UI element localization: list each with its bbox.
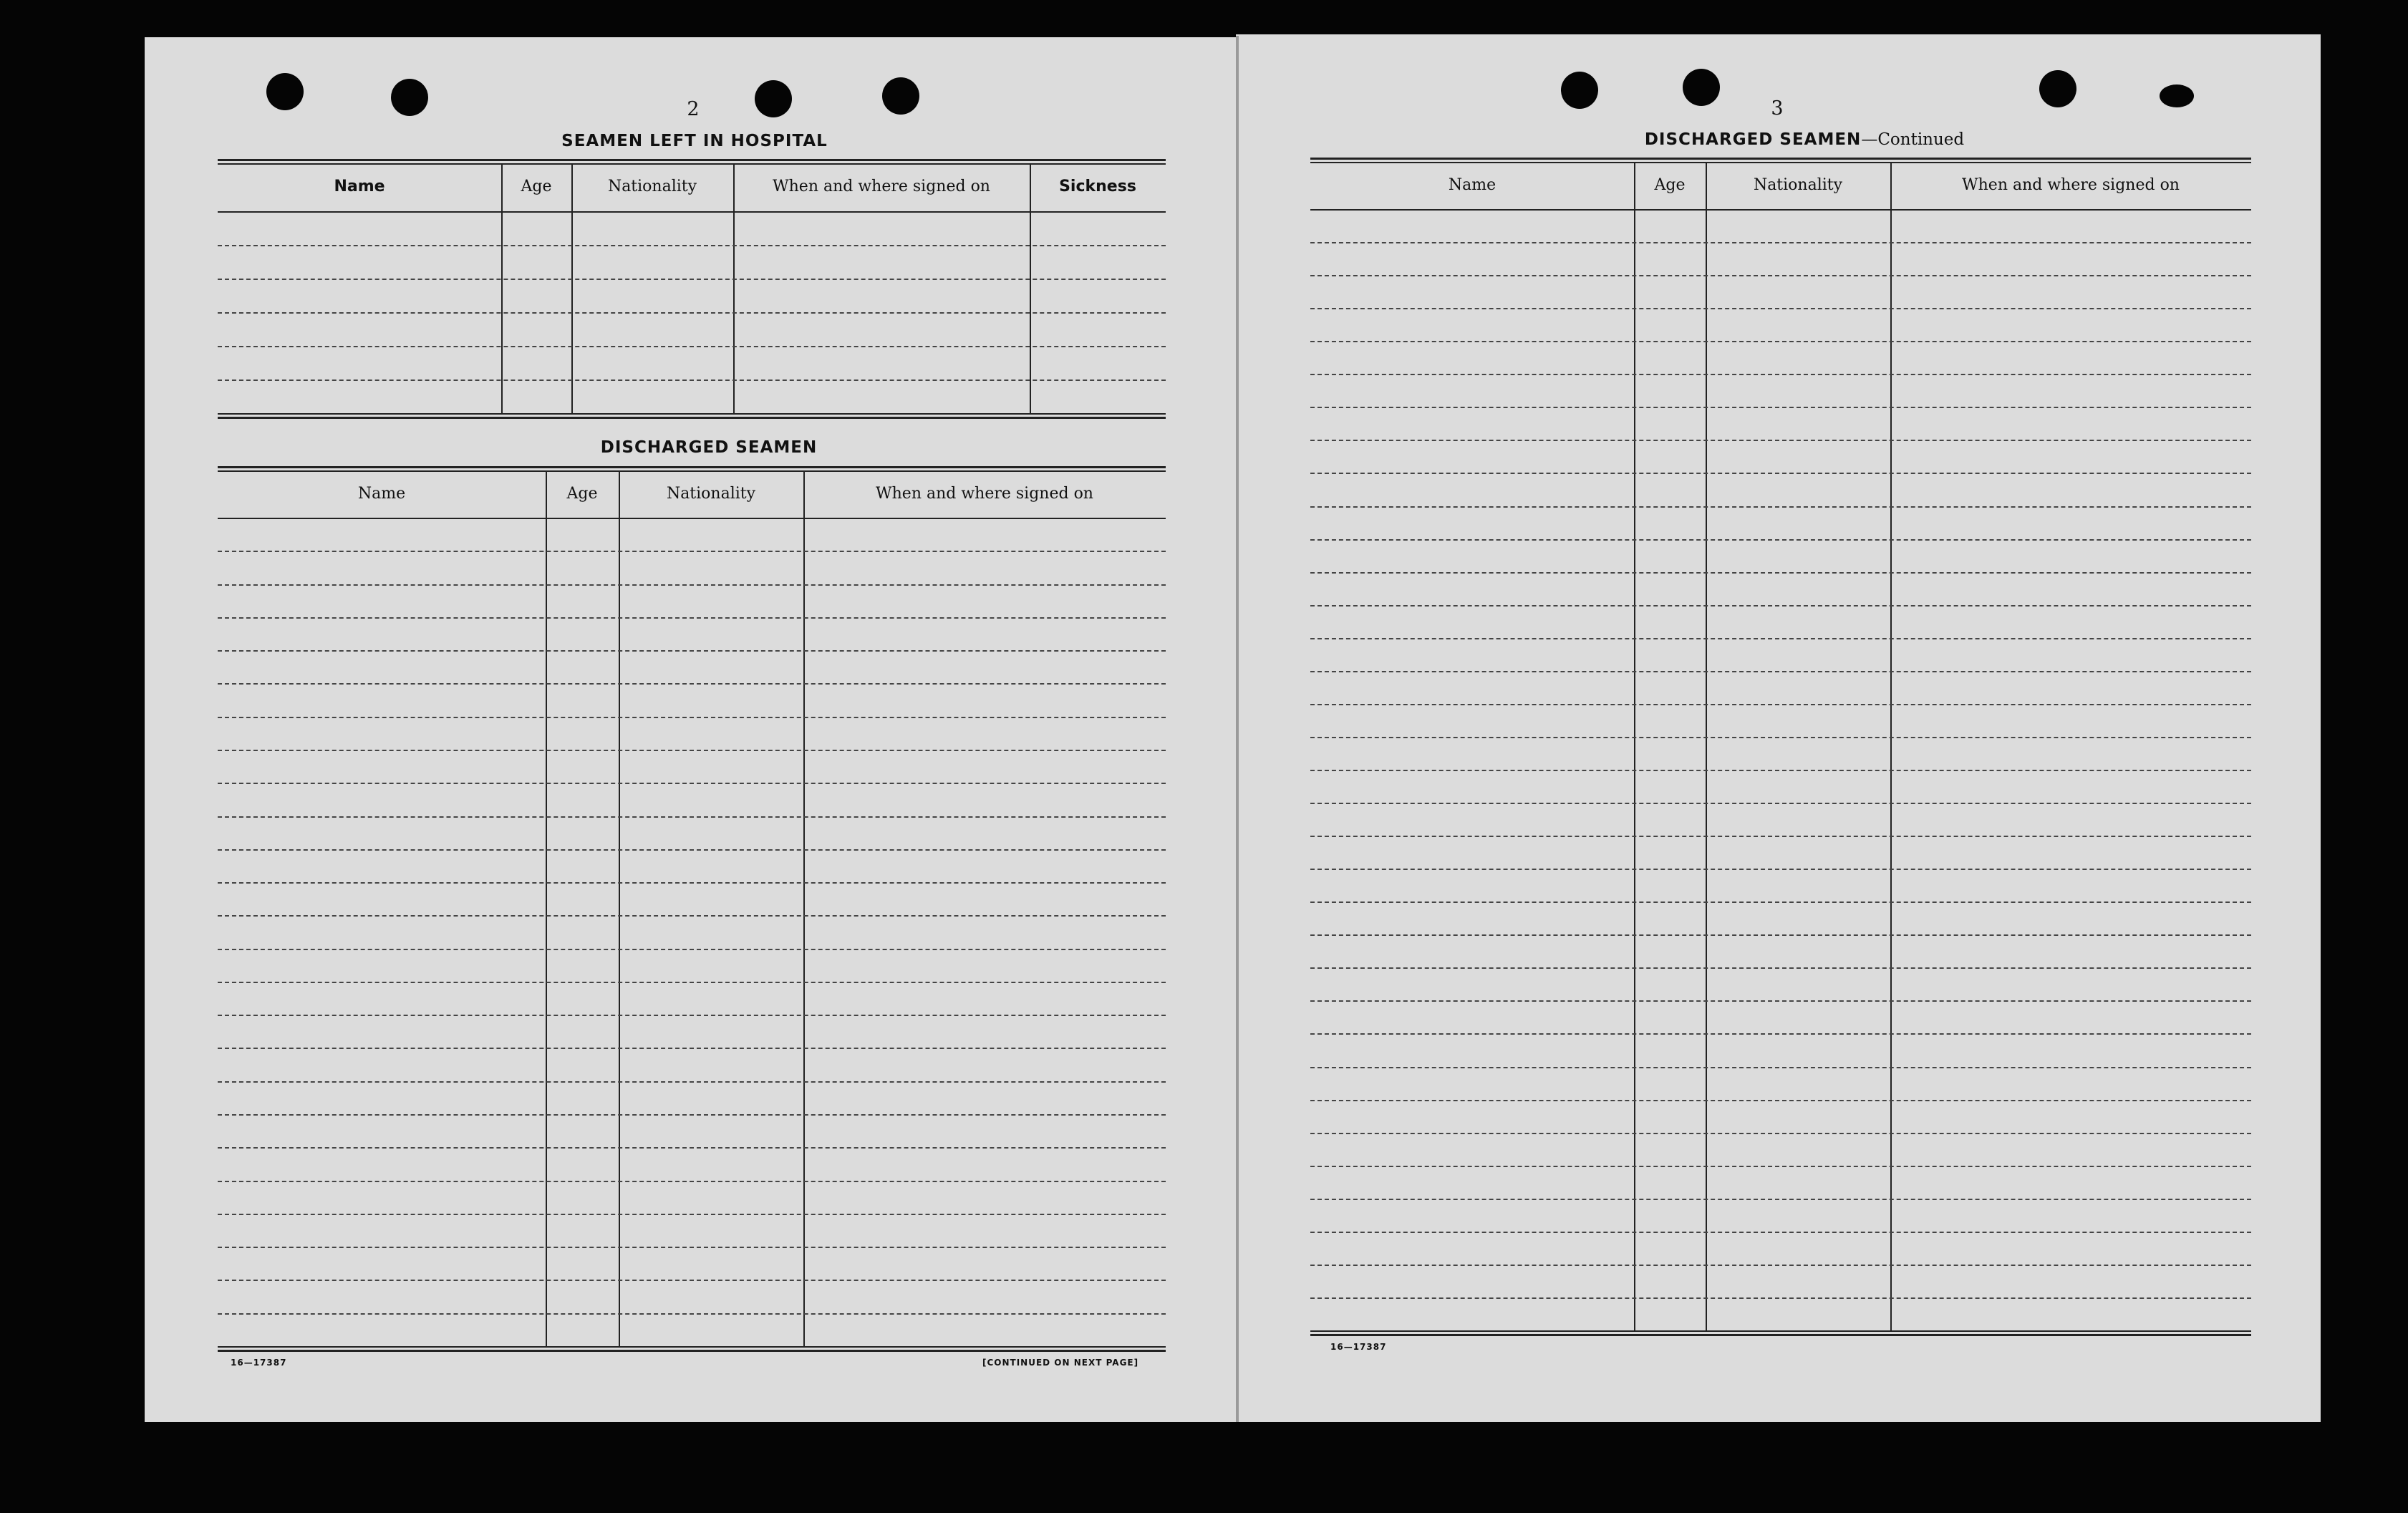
table-row bbox=[1310, 473, 2251, 474]
column-header-sickness: Sickness bbox=[1059, 178, 1136, 195]
table-row bbox=[218, 816, 1166, 818]
table-row bbox=[1310, 901, 2251, 903]
table-row bbox=[1310, 967, 2251, 969]
column-divider bbox=[1890, 163, 1892, 1330]
table-row bbox=[1310, 341, 2251, 342]
table-row bbox=[1310, 770, 2251, 771]
table-row bbox=[1310, 1232, 2251, 1233]
table-row bbox=[218, 1181, 1166, 1182]
table-row bbox=[218, 683, 1166, 685]
table-bottom-rule bbox=[1310, 1330, 2251, 1332]
table-row bbox=[218, 982, 1166, 983]
continued-section-title: DISCHARGED SEAMEN—Continued bbox=[1644, 130, 1965, 149]
column-divider bbox=[733, 165, 735, 413]
table-header-rule bbox=[218, 518, 1166, 519]
table-row bbox=[218, 1214, 1166, 1215]
column-divider bbox=[501, 165, 503, 413]
table-row bbox=[1310, 869, 2251, 870]
table-row bbox=[218, 750, 1166, 751]
table-row bbox=[1310, 1033, 2251, 1035]
table-bottom-rule bbox=[218, 413, 1166, 415]
table-top-rule bbox=[1310, 162, 2251, 163]
table-row bbox=[1310, 704, 2251, 705]
table-row bbox=[218, 1048, 1166, 1049]
table-top-rule bbox=[218, 466, 1166, 468]
table-row bbox=[218, 915, 1166, 917]
punch-hole bbox=[1683, 69, 1720, 106]
table-row bbox=[218, 584, 1166, 586]
column-header-name: Name bbox=[357, 485, 406, 503]
table-row bbox=[1310, 1067, 2251, 1068]
table-row bbox=[218, 650, 1166, 652]
table-row bbox=[1310, 572, 2251, 574]
table-row bbox=[1310, 605, 2251, 606]
column-header-name: Name bbox=[334, 178, 385, 195]
table-row bbox=[1310, 1199, 2251, 1200]
table-row bbox=[218, 617, 1166, 619]
table-row bbox=[218, 380, 1166, 381]
punch-hole bbox=[1561, 72, 1598, 109]
table-row bbox=[218, 882, 1166, 884]
table-row bbox=[218, 849, 1166, 851]
column-divider bbox=[1030, 165, 1031, 413]
table-row bbox=[1310, 275, 2251, 276]
page-number: 3 bbox=[1771, 97, 1784, 120]
column-header-age: Age bbox=[566, 485, 598, 503]
table-row bbox=[218, 245, 1166, 246]
column-header-nationality: Nationality bbox=[607, 178, 697, 195]
table-row bbox=[218, 783, 1166, 784]
column-header-nationality: Nationality bbox=[1753, 176, 1843, 194]
table-row bbox=[218, 949, 1166, 950]
punch-hole bbox=[2039, 70, 2076, 107]
punch-hole bbox=[266, 73, 304, 110]
table-bottom-rule bbox=[1310, 1334, 2251, 1336]
table-row bbox=[1310, 374, 2251, 375]
table-row bbox=[1310, 308, 2251, 309]
table-row bbox=[1310, 242, 2251, 243]
table-row bbox=[1310, 737, 2251, 738]
discharged-section-title: DISCHARGED SEAMEN bbox=[600, 438, 818, 457]
column-header-age: Age bbox=[521, 178, 552, 195]
table-row bbox=[218, 346, 1166, 347]
page-number: 2 bbox=[687, 98, 700, 120]
table-row bbox=[1310, 803, 2251, 804]
column-header-when-and-where-signed-on: When and where signed on bbox=[876, 485, 1093, 503]
table-row bbox=[218, 1313, 1166, 1315]
table-row bbox=[1310, 1100, 2251, 1101]
column-header-nationality: Nationality bbox=[666, 485, 756, 503]
table-row bbox=[1310, 638, 2251, 639]
table-row bbox=[218, 1280, 1166, 1281]
table-row bbox=[218, 1081, 1166, 1083]
form-number: 16—17387 bbox=[1330, 1342, 1387, 1352]
table-row bbox=[1310, 1133, 2251, 1134]
table-row bbox=[1310, 934, 2251, 936]
hospital-section-title: SEAMEN LEFT IN HOSPITAL bbox=[561, 132, 828, 150]
column-header-when-and-where-signed-on: When and where signed on bbox=[773, 178, 990, 195]
table-top-rule bbox=[1310, 158, 2251, 160]
table-row bbox=[1310, 1166, 2251, 1167]
table-row bbox=[218, 1147, 1166, 1149]
table-row bbox=[218, 312, 1166, 314]
table-bottom-rule bbox=[218, 417, 1166, 419]
table-top-rule bbox=[218, 159, 1166, 161]
column-divider bbox=[571, 165, 573, 413]
table-row bbox=[1310, 407, 2251, 408]
table-header-rule bbox=[1310, 209, 2251, 211]
table-row bbox=[1310, 1297, 2251, 1299]
table-row bbox=[1310, 671, 2251, 672]
punch-hole bbox=[755, 80, 792, 117]
punch-hole bbox=[882, 77, 919, 115]
table-bottom-rule bbox=[218, 1346, 1166, 1348]
punch-hole bbox=[2160, 84, 2194, 107]
table-row bbox=[1310, 506, 2251, 508]
table-top-rule bbox=[218, 163, 1166, 165]
table-top-rule bbox=[218, 470, 1166, 472]
table-row bbox=[218, 1114, 1166, 1116]
table-row bbox=[218, 1247, 1166, 1248]
column-header-age: Age bbox=[1654, 176, 1686, 194]
column-header-name: Name bbox=[1448, 176, 1496, 194]
column-divider bbox=[1706, 163, 1707, 1330]
table-row bbox=[218, 551, 1166, 552]
table-row bbox=[218, 279, 1166, 280]
table-header-rule bbox=[218, 211, 1166, 213]
table-row bbox=[1310, 440, 2251, 441]
table-row bbox=[218, 717, 1166, 718]
table-bottom-rule bbox=[218, 1350, 1166, 1352]
table-row bbox=[1310, 539, 2251, 541]
form-number: 16—17387 bbox=[231, 1358, 287, 1368]
table-row bbox=[1310, 836, 2251, 837]
punch-hole bbox=[391, 79, 428, 116]
column-header-when-and-where-signed-on: When and where signed on bbox=[1962, 176, 2180, 194]
table-row bbox=[1310, 1000, 2251, 1002]
table-row bbox=[218, 1015, 1166, 1016]
table-row bbox=[1310, 1265, 2251, 1266]
page-gutter bbox=[1236, 36, 1239, 1422]
continued-note: [CONTINUED ON NEXT PAGE] bbox=[982, 1358, 1139, 1368]
column-divider bbox=[1634, 163, 1635, 1330]
